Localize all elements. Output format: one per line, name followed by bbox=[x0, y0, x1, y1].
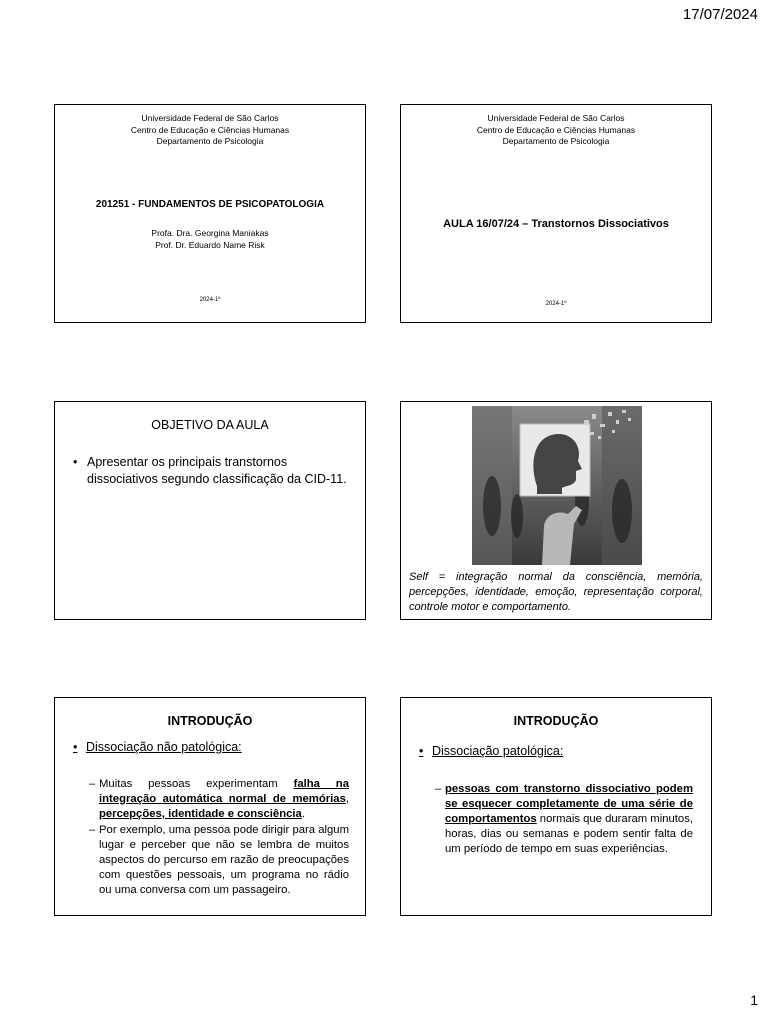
text-emphasis: pessoas com transtorno dissociativo podem se esquecer completamente de uma série de comportamentos bbox=[445, 783, 693, 825]
university-name: Universidade Federal de São Carlos bbox=[487, 113, 625, 123]
dash-item-2 bbox=[89, 823, 349, 898]
department-name: Departamento de Psicologia bbox=[502, 136, 610, 146]
slide-3-objective bbox=[54, 401, 366, 620]
professors-block bbox=[55, 228, 365, 251]
slide-title: OBJETIVO DA AULA bbox=[151, 418, 269, 432]
dissociation-photo-graphic bbox=[472, 406, 642, 565]
dash-item-2-text: Por exemplo, uma pessoa pode dirigir para algum lugar e perceber que não se lembra de muitos aspectos do percurso em razão de preocupações com questões pessoais, um programa no rádio ou uma conversa com um passageiro. bbox=[99, 824, 349, 896]
slide-1-title bbox=[54, 104, 366, 323]
self-definition-caption: Self = integração normal da consciência, memória, percepções, identidade, emoção, representação corporal, controle motor e comportamento. bbox=[409, 571, 703, 613]
subtitle-bullet bbox=[73, 740, 242, 754]
text-plain: normais que duraram minutos, horas, dias ou semanas e podem sentir falta de um período de tempo em suas experiências. bbox=[445, 813, 693, 855]
slide-4-self bbox=[400, 401, 712, 620]
dash-marker: – bbox=[89, 824, 96, 836]
text-plain: . bbox=[301, 808, 305, 820]
center-name: Centro de Educação e Ciências Humanas bbox=[476, 124, 636, 135]
center-name: Centro de Educação e Ciências Humanas bbox=[130, 124, 290, 135]
dash-marker: – bbox=[89, 778, 96, 790]
dissociation-photo bbox=[472, 406, 642, 565]
semester-label: 2024-1º bbox=[545, 301, 567, 307]
dash-item-1 bbox=[435, 782, 693, 857]
bullet-marker: • bbox=[73, 740, 78, 754]
institution-block bbox=[401, 113, 711, 148]
slide-title: INTRODUÇÃO bbox=[167, 714, 253, 728]
university-name: Universidade Federal de São Carlos bbox=[141, 113, 279, 123]
page-number: 1 bbox=[750, 992, 758, 1008]
semester-label: 2024-1º bbox=[199, 297, 221, 303]
text-emphasis: percepções, identidade e consciência bbox=[99, 808, 302, 820]
header-date: 17/07/2024 bbox=[682, 6, 758, 23]
dash-item-1-text bbox=[445, 782, 693, 857]
objective-text: Apresentar os principais transtornos dissociativos segundo classificação da CID-11. bbox=[87, 455, 347, 486]
slide-title: INTRODUÇÃO bbox=[513, 714, 599, 728]
subtitle-text: Dissociação não patológica: bbox=[86, 740, 242, 754]
professor-2: Prof. Dr. Eduardo Name Risk bbox=[155, 239, 265, 250]
subtitle-text: Dissociação patológica: bbox=[432, 744, 564, 758]
dash-marker: – bbox=[435, 783, 442, 795]
course-title: 201251 - FUNDAMENTOS DE PSICOPATOLOGIA bbox=[95, 199, 325, 210]
professor-1: Profa. Dra. Georgina Maniakas bbox=[151, 228, 269, 238]
text-emphasis: falha na integração automática normal de memórias bbox=[99, 778, 349, 805]
slide-2-lesson bbox=[400, 104, 712, 323]
department-name: Departamento de Psicologia bbox=[156, 136, 264, 146]
bullet-marker: • bbox=[73, 455, 78, 469]
slide-5-intro-nonpathological bbox=[54, 697, 366, 916]
institution-block bbox=[55, 113, 365, 148]
objective-bullet bbox=[73, 454, 347, 488]
dash-item-1 bbox=[89, 777, 349, 822]
lesson-title: AULA 16/07/24 – Transtornos Dissociativos bbox=[443, 218, 669, 230]
bullet-marker: • bbox=[419, 744, 424, 758]
subtitle-bullet bbox=[419, 744, 563, 758]
slide-6-intro-pathological bbox=[400, 697, 712, 916]
text-plain: , bbox=[345, 793, 349, 805]
text-plain: Muitas pessoas experimentam bbox=[99, 778, 294, 790]
dash-item-1-text bbox=[99, 777, 349, 822]
